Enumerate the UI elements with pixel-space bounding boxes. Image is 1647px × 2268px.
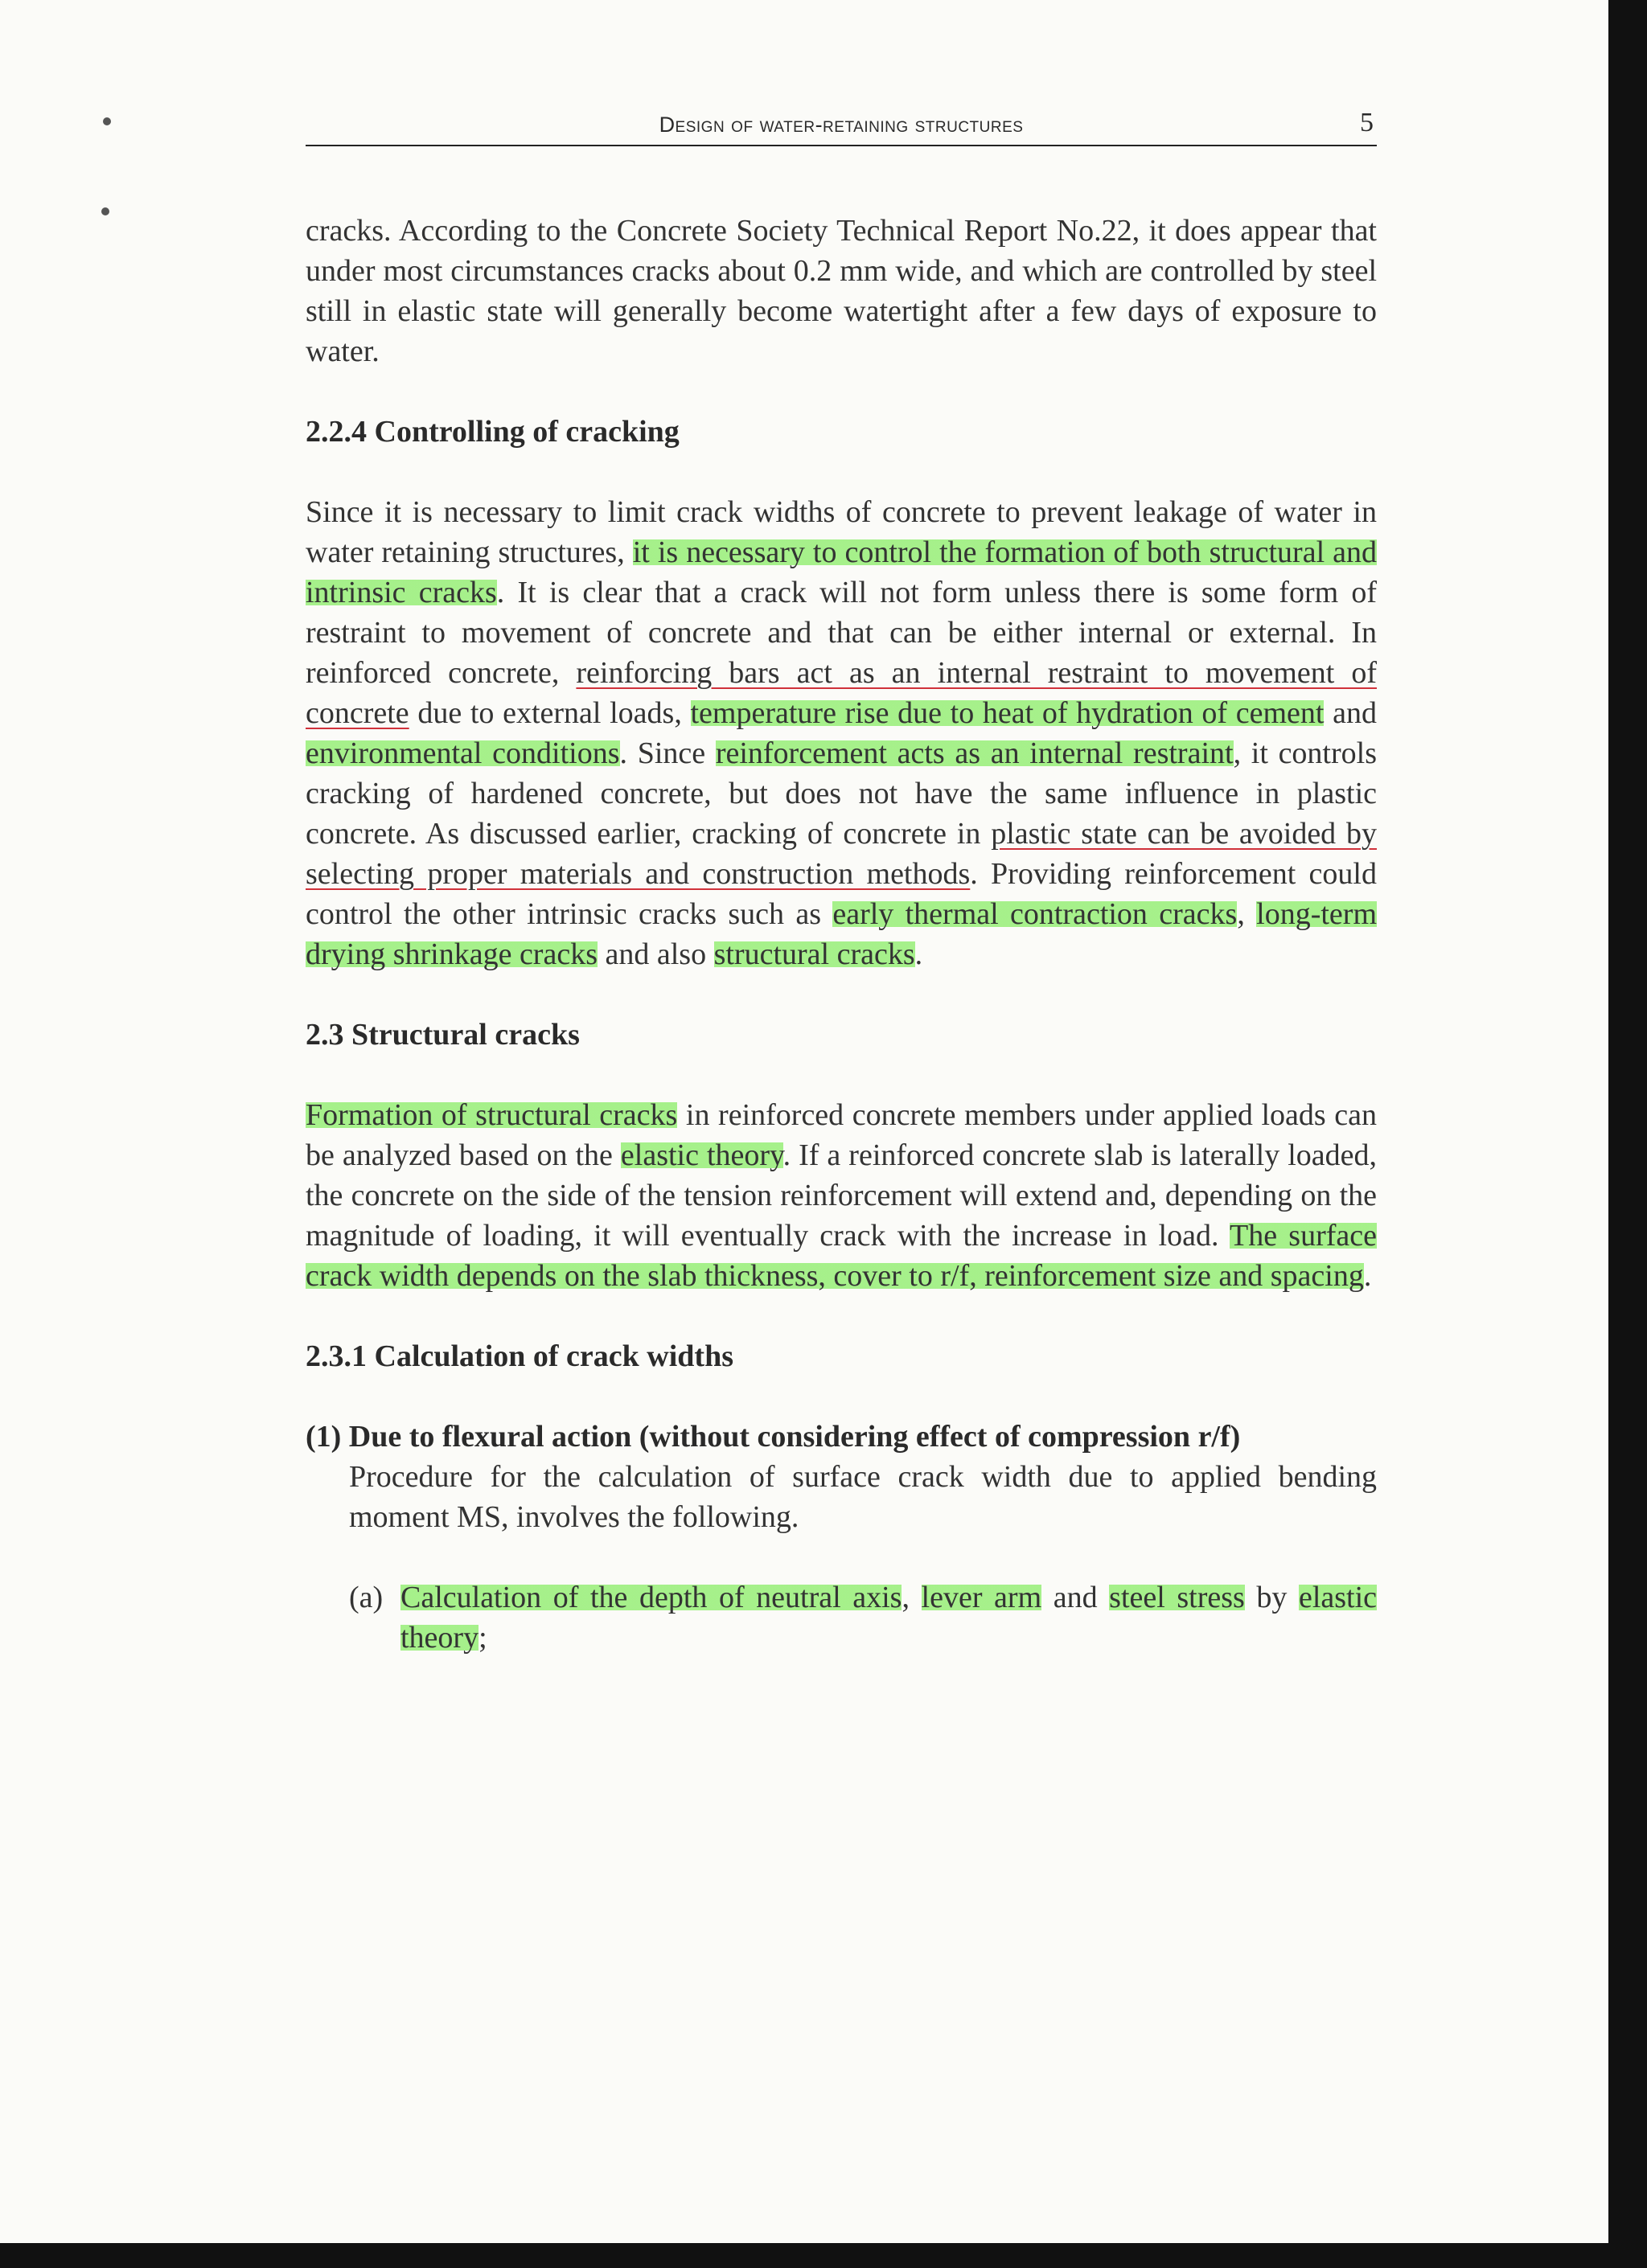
text-segment: , [1237,897,1257,931]
underlined-text: reinforcing bars act as an internal restraint to movement of concrete [306,656,1378,730]
scan-border-bottom [0,2243,1647,2268]
heading-2-2-4: 2.2.4 Controlling of cracking [306,415,680,449]
list-item-1-body: Procedure for the calculation of surface crack width due to applied bending moment MS, involves the following. [349,1460,1377,1534]
text-segment: in reinforced concrete members under applied loads can be analyzed based on the [306,1098,1377,1172]
punch-hole-top [103,117,111,125]
text-segment: and [1324,696,1377,730]
running-header [306,108,1377,146]
text-segment: due to external loads, [409,696,691,730]
paragraph-controlling-cracking [306,492,1377,974]
underlined-text: plastic state can be avoided by selecting proper materials and construction methods [306,817,1378,891]
highlighted-text: elastic theory [620,1138,783,1172]
text-segment: and also [598,937,714,971]
text-segment: by [1244,1581,1299,1614]
paragraph-intro: cracks. According to the Concrete Society Technical Report No.22, it does appear that under most circumstances cracks about 0.2 mm wide, and which are controlled by steel still in elastic state will generally become watertight after a few days of exposure to water. [306,214,1377,368]
text-segment: Since it is necessary to limit crack widths of concrete to prevent leakage of water in water retaining structures, [306,495,1377,569]
highlighted-text: structural cracks [713,937,915,971]
text-segment: . Since [619,736,716,770]
highlighted-text: elastic theory [400,1581,1378,1655]
list-item-a [306,1577,1377,1658]
highlighted-text: reinforcement acts as an internal restraint [715,736,1234,770]
text-segment: ; [478,1621,487,1655]
punch-hole-bottom [101,207,109,215]
highlighted-text: temperature rise due to heat of hydration of cement [690,696,1325,730]
highlighted-text: steel stress [1109,1581,1245,1614]
list-item-1-heading: (1) Due to flexural action (without considering effect of compression r/f) [306,1420,1241,1454]
text-segment: . It is clear that a crack will not form unless there is some form of restraint to movement of concrete and that can be either internal or external. In reinforced concrete, [306,576,1377,690]
highlighted-text: lever arm [921,1581,1042,1614]
highlighted-text: environmental conditions [306,736,620,770]
text-segment: . [914,937,923,971]
paragraph-structural-cracks [306,1095,1377,1296]
text-segment: and [1041,1581,1110,1614]
text-segment: . If a reinforced concrete slab is laterally loaded, the concrete on the side of the tension reinforcement will extend and, depending on the magnitude of loading, it will eventually crack with the increase in load. [306,1138,1377,1253]
scan-border-right [1608,0,1647,2268]
highlighted-text: The surface crack width depends on the slab thickness, cover to r/f, reinforcement size and spacing [306,1219,1377,1293]
text-segment: . Providing reinforcement could control the other intrinsic cracks such as [306,857,1377,931]
page-content [306,211,1377,1658]
highlighted-text: Formation of structural cracks [306,1098,678,1132]
text-segment: . [1363,1259,1372,1293]
list-label: (a) [349,1581,384,1614]
text-segment: , it controls cracking of hardened concrete, but does not have the same influence in plastic concrete. As discussed earlier, cracking of concrete in [306,736,1377,851]
highlighted-text: long-term drying shrinkage cracks [306,897,1378,971]
heading-2-3: 2.3 Structural cracks [306,1018,580,1052]
highlighted-text: early thermal contraction cracks [832,897,1238,931]
page-number: 5 [1360,108,1374,137]
heading-2-3-1: 2.3.1 Calculation of crack widths [306,1339,733,1373]
highlighted-text: it is necessary to control the formation of both structural and intrinsic cracks [306,535,1378,609]
text-segment: , [902,1581,922,1614]
header-title: Design of water-retaining structures [659,113,1024,137]
highlighted-text: Calculation of the depth of neutral axis [400,1581,902,1614]
